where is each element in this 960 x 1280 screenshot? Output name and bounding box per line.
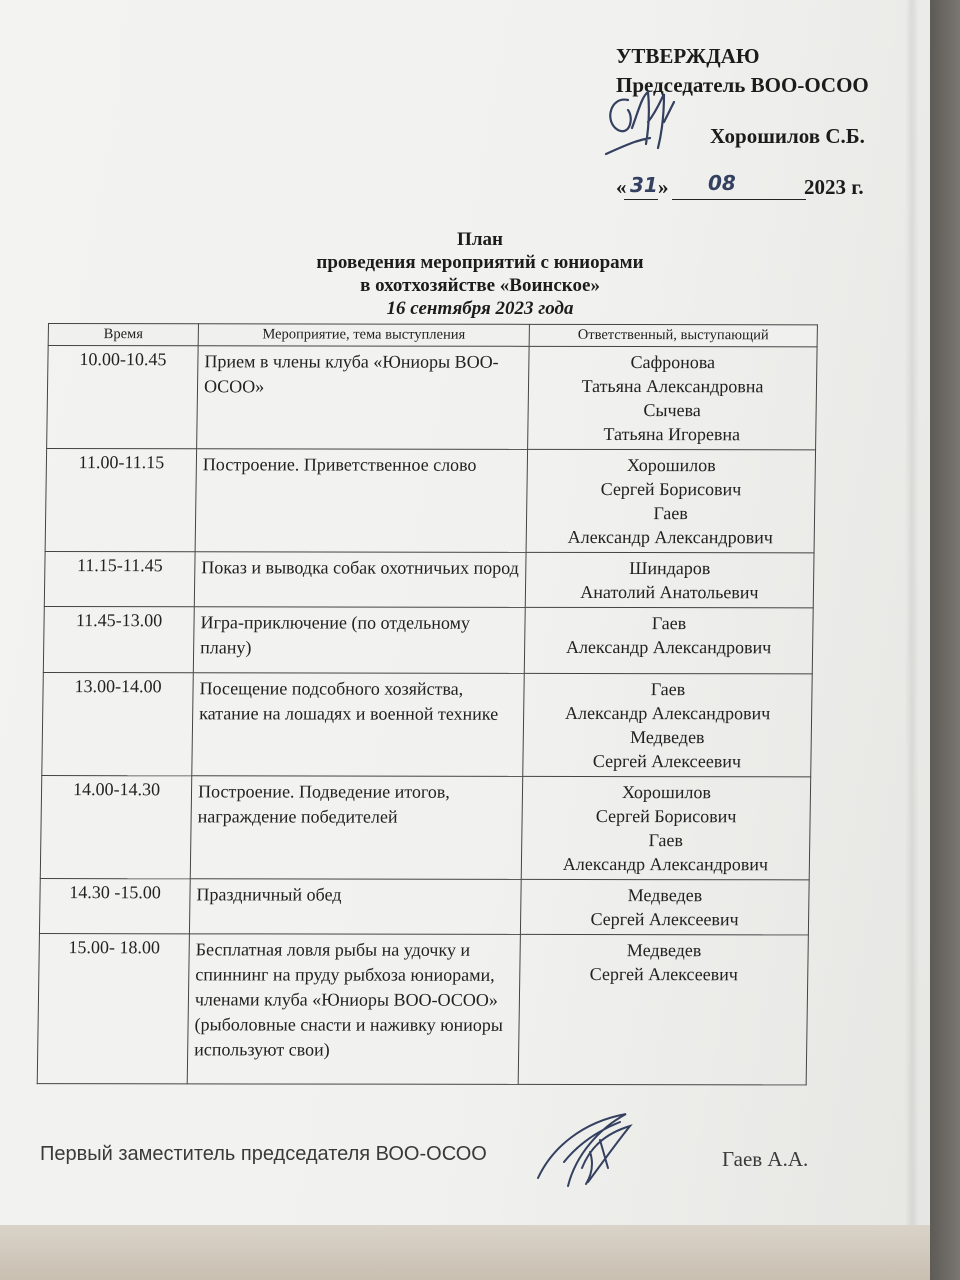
header-event: Мероприятие, тема выступления [198,324,529,347]
table-row [47,346,817,450]
event-schedule-table [37,323,818,1085]
title-date: 16 сентября 2023 года [386,298,574,319]
footer-name: Гаев А.А. [722,1147,809,1171]
row-responsible: Хорошилов Сергей Борисович Гаев Александр Александрович [521,776,810,880]
row-event: Построение. Подведение итогов, награждение победителей [190,776,522,880]
row-responsible: Гаев Александр Александрович Медведев Сергей Алексеевич [523,673,812,777]
row-responsible: Шиндаров Анатолий Анатольевич [525,552,814,608]
row-event: Показ и выводка собак охотничьих пород [194,552,526,608]
date-month: 08 [708,171,736,195]
approval-position: Председатель ВОО-ОСОО [616,73,869,97]
date-day: 31 [630,173,658,197]
deputy-signature [530,1108,650,1194]
row-responsible: Медведев Сергей Алексеевич [518,934,808,1085]
row-responsible: Сафронова Татьяна Александровна Сычева Татьяна Игоревна [528,346,817,450]
table-row [37,934,808,1085]
row-time: 11.45-13.00 [43,607,194,673]
table-row [43,607,813,674]
table-row [42,673,812,777]
approval-signatory: Хорошилов С.Б. [710,124,865,148]
row-event: Игра-приключение (по отдельному плану) [193,607,525,674]
footer-position: Первый заместитель председателя ВОО-ОСОО [40,1143,487,1165]
header-responsible: Ответственный, выступающий [529,324,817,347]
row-responsible: Хорошилов Сергей Борисович Гаев Александр Александрович [526,449,815,553]
table-row [45,449,815,553]
row-event: Праздничный обед [189,879,521,935]
table-row [40,776,810,880]
title-line-2: проведения мероприятий с юниорами [316,252,644,273]
row-event: Построение. Приветственное слово [195,449,527,553]
table-row [44,552,814,608]
chairman-signature [598,82,708,162]
table-row [39,879,809,935]
row-responsible: Медведев Сергей Алексеевич [520,879,809,935]
row-time: 11.00-11.15 [45,449,197,552]
document-title [250,228,710,320]
row-time: 14.30 -15.00 [39,879,190,934]
title-line-1: План [457,229,503,250]
background-edge [930,0,960,1280]
background-floor [0,1225,930,1280]
approval-heading: УТВЕРЖДАЮ [616,44,760,68]
row-time: 10.00-10.45 [47,346,199,449]
row-time: 15.00- 18.00 [37,934,189,1084]
row-event: Прием в члены клуба «Юниоры ВОО-ОСОО» [197,346,529,450]
title-line-3: в охотхозяйстве «Воинское» [360,275,600,296]
row-time: 13.00-14.00 [42,673,194,776]
paper-fold-shadow [905,0,919,1280]
row-event: Посещение подсобного хозяйства, катание на лошадях и военной технике [192,673,524,777]
footer-signature-line [40,1143,820,1183]
row-responsible: Гаев Александр Александрович [524,607,813,674]
header-time: Время [48,324,198,346]
table-header-row [48,324,817,347]
row-time: 11.15-11.45 [44,552,195,607]
date-month-underline [672,199,806,200]
approval-date: « 31 » 08 2023 г. [616,173,876,202]
date-year: 2023 г. [804,175,864,199]
row-event: Бесплатная ловля рыбы на удочку и спиннинг на пруду рыбхоза юниорами, членами клуба «Юниоры ВОО-ОСОО» (рыболовные снасти и наживку юниоры используют свои) [187,934,520,1085]
row-time: 14.00-14.30 [40,776,192,879]
